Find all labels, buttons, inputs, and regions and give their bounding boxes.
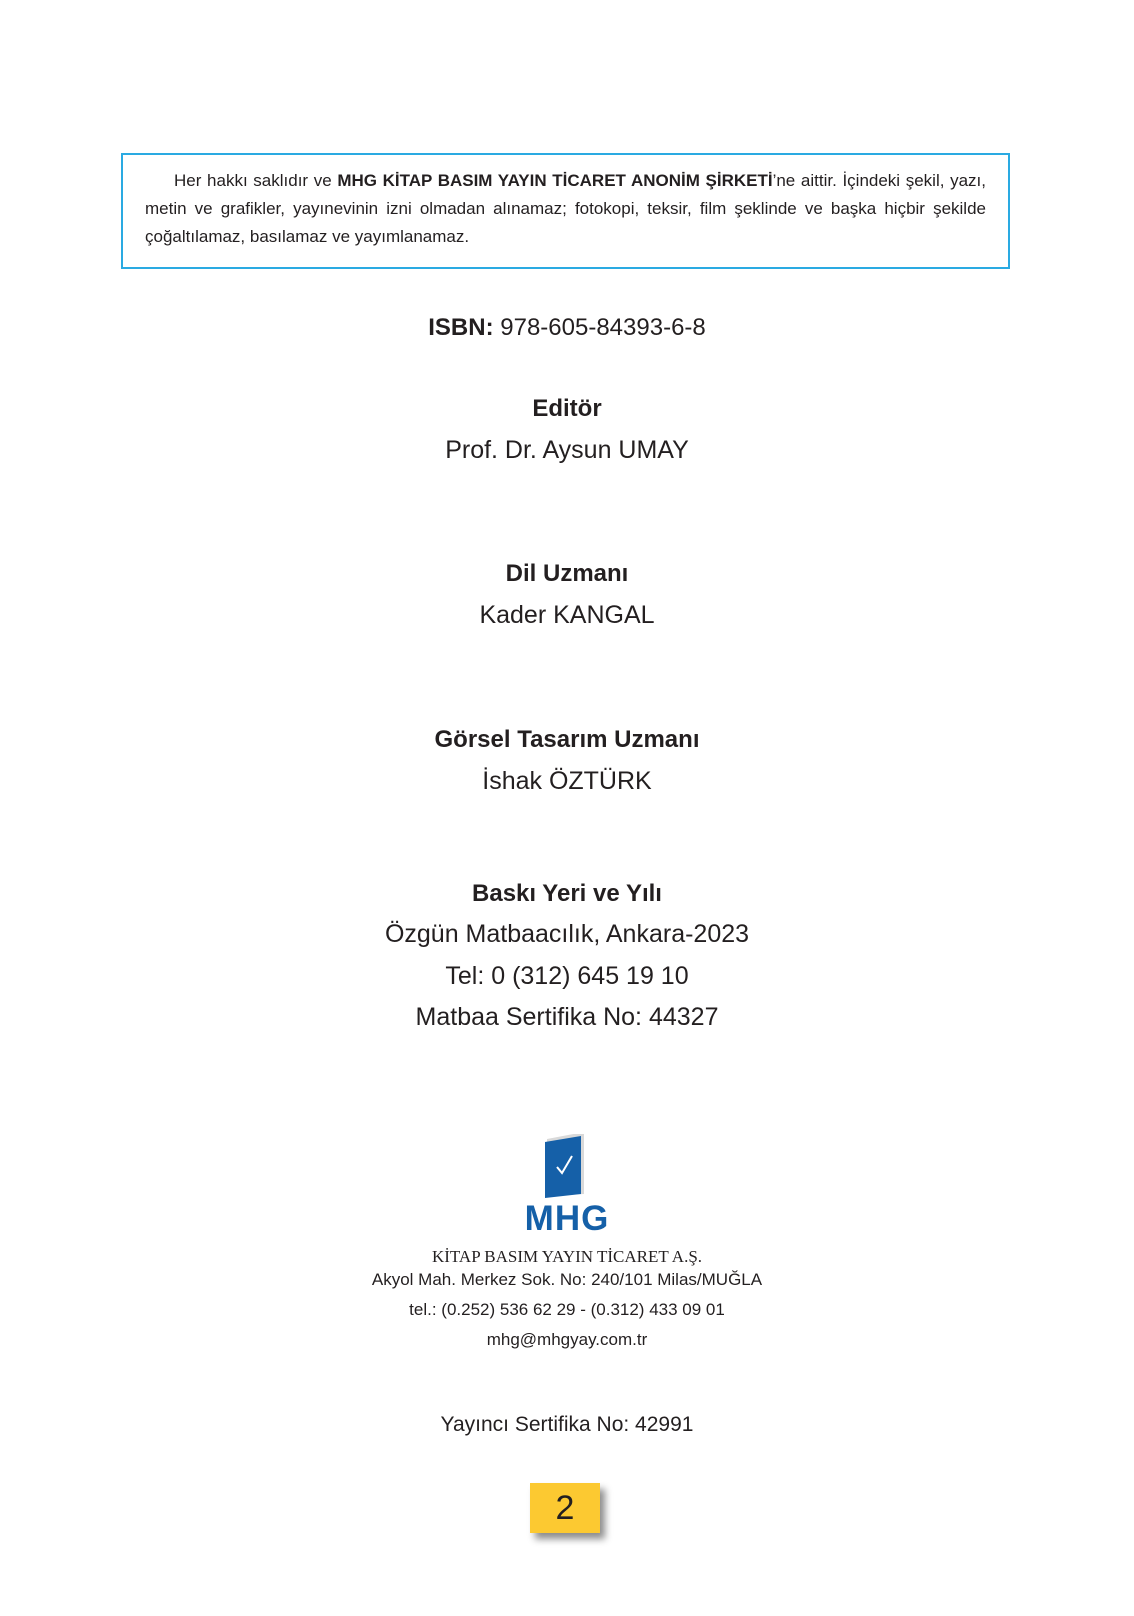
page-number: 2 — [530, 1483, 600, 1533]
language-expert-heading: Dil Uzmanı — [505, 560, 629, 587]
language-expert-name: Kader KANGAL — [479, 601, 655, 629]
printing-place: Özgün Matbaacılık, Ankara-2023 — [384, 920, 750, 948]
book-check-icon — [517, 1134, 617, 1204]
notice-company: MHG KİTAP BASIM YAYIN TİCARET ANONİM ŞİRKETİ — [337, 171, 773, 190]
visual-designer-name: İshak ÖZTÜRK — [482, 767, 652, 795]
isbn-value: 978-605-84393-6-8 — [493, 314, 706, 341]
address-line: Akyol Mah. Merkez Sok. No: 240/101 Milas/MUĞLA — [371, 1270, 763, 1289]
editor-name: Prof. Dr. Aysun UMAY — [445, 436, 689, 464]
printing-heading: Baskı Yeri ve Yılı — [472, 880, 662, 907]
publisher-certificate: Yayıncı Sertifika No: 42991 — [440, 1413, 694, 1436]
copyright-notice — [121, 153, 1010, 269]
isbn-label: ISBN: — [428, 314, 494, 341]
editor-heading: Editör — [532, 395, 602, 422]
logo-text: MHG — [524, 1199, 610, 1238]
phone-line: tel.: (0.252) 536 62 29 - (0.312) 433 09 01 — [409, 1300, 725, 1319]
email-line: mhg@mhgyay.com.tr — [486, 1330, 648, 1349]
visual-designer-heading: Görsel Tasarım Uzmanı — [434, 726, 700, 753]
printing-certificate: Matbaa Sertifika No: 44327 — [415, 1003, 719, 1031]
notice-rest: ’ne aittir. İçindeki şekil, yazı, metin ve grafikler, yayınevinin izni olmadan alınamaz; fotokopi, teksir, film şeklinde ve başka hiçbir şekilde çoğaltılamaz, basılamaz ve yayımlanamaz. — [145, 171, 986, 246]
printing-tel: Tel: 0 (312) 645 19 10 — [445, 962, 689, 990]
notice-lead: Her hakkı saklıdır ve — [174, 171, 338, 190]
company-name: KİTAP BASIM YAYIN TİCARET A.Ş. — [431, 1247, 703, 1266]
isbn-line — [0, 314, 1134, 342]
